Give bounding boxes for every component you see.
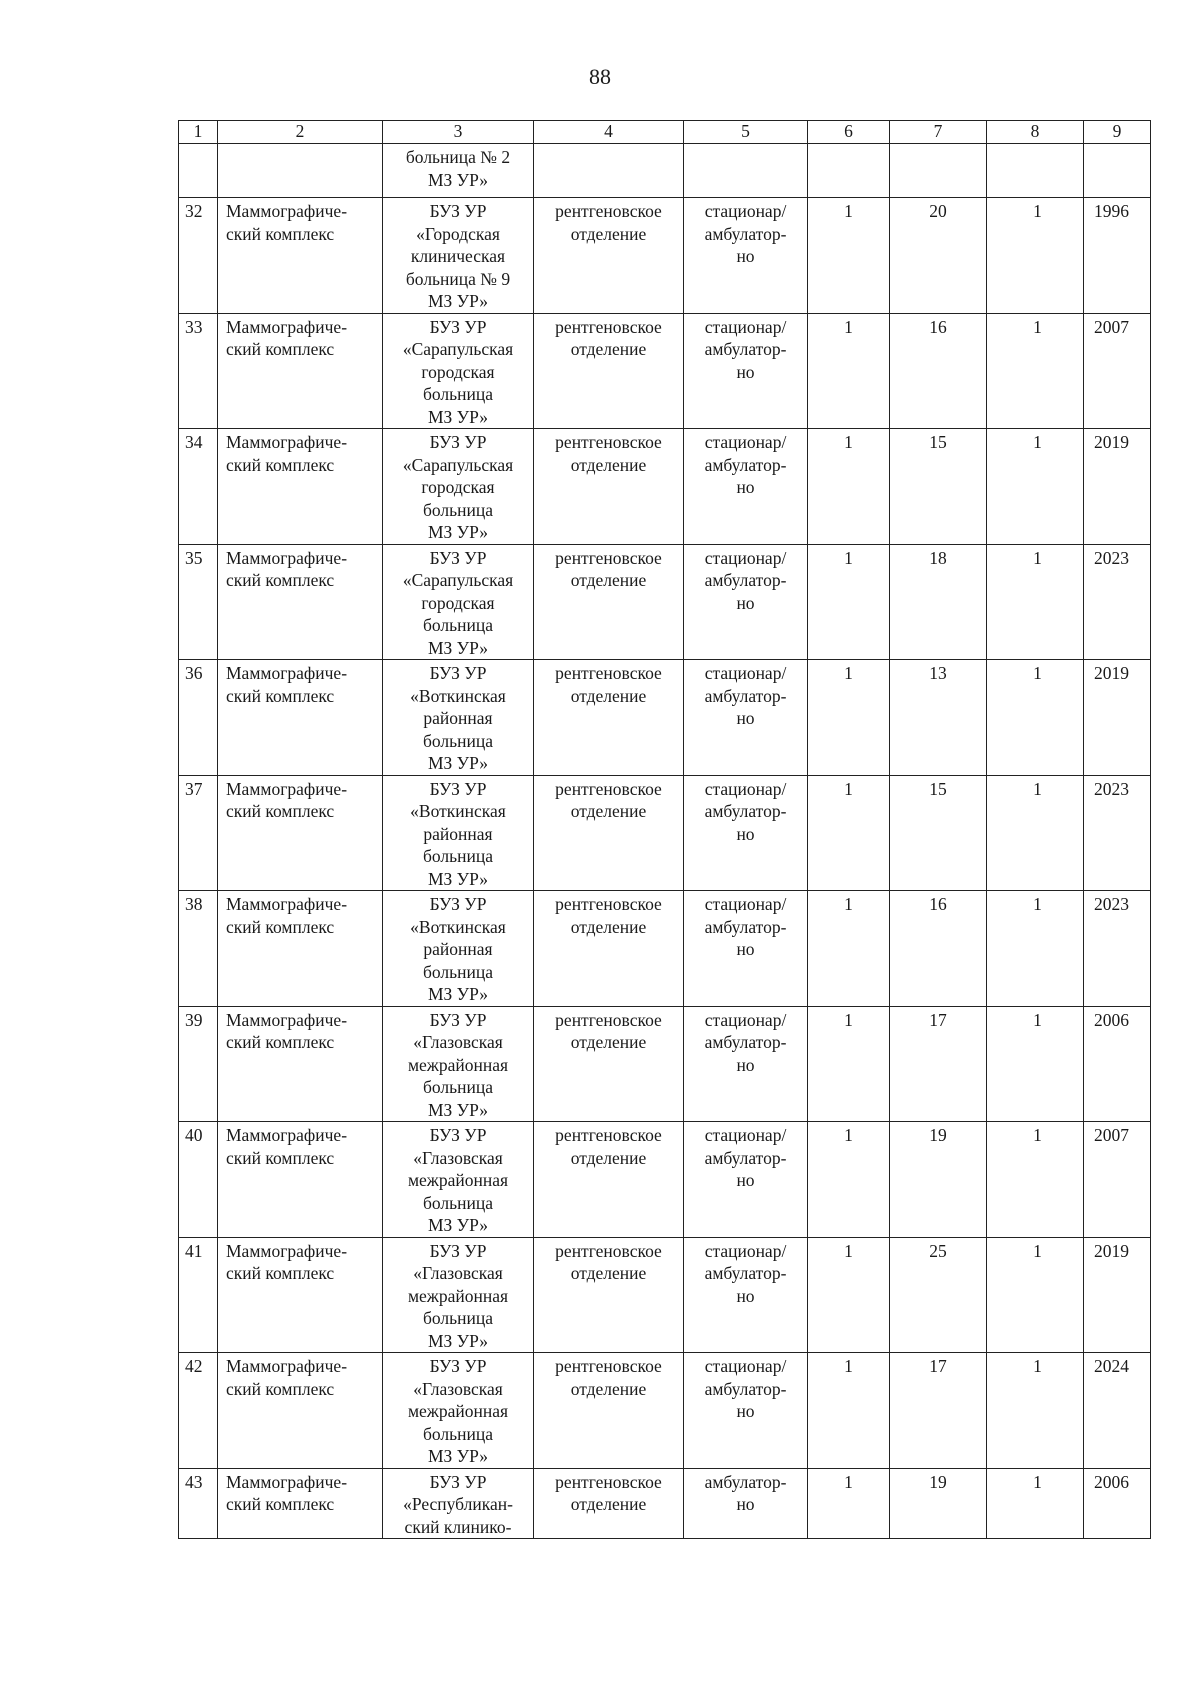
department-line: рентгеновское bbox=[555, 316, 662, 337]
service-mode-line: амбулатор- bbox=[704, 1471, 787, 1492]
column-6-cell: 1 bbox=[808, 1006, 890, 1122]
department-cell bbox=[534, 1468, 684, 1539]
column-9-cell: 1996 bbox=[1084, 198, 1151, 314]
organization-line: МЗ УР» bbox=[427, 984, 488, 1004]
service-mode-line: амбулатор- bbox=[704, 1378, 787, 1399]
department-cell bbox=[534, 198, 684, 314]
organization-cell bbox=[383, 429, 534, 545]
header-cell: 6 bbox=[808, 121, 890, 144]
equipment-name-line: ский комплекс bbox=[226, 570, 335, 590]
table-row bbox=[179, 429, 1151, 545]
column-9-cell: 2024 bbox=[1084, 1353, 1151, 1469]
equipment-name-line: Маммографиче- bbox=[226, 201, 348, 221]
organization-line: МЗ УР» bbox=[427, 169, 488, 190]
equipment-name-cell bbox=[218, 429, 383, 545]
column-6-cell: 1 bbox=[808, 775, 890, 891]
service-mode-line: стационар/ bbox=[704, 547, 787, 568]
column-8-cell: 1 bbox=[987, 775, 1084, 891]
service-mode-cell bbox=[684, 1353, 808, 1469]
department-cell bbox=[534, 1237, 684, 1353]
service-mode-line: но bbox=[736, 361, 755, 382]
service-mode-line: но bbox=[736, 1054, 755, 1075]
column-7-cell bbox=[890, 144, 987, 198]
table-header-row bbox=[179, 121, 1151, 144]
organization-line: МЗ УР» bbox=[427, 1446, 488, 1466]
table-row bbox=[179, 313, 1151, 429]
column-7-cell: 19 bbox=[890, 1468, 987, 1539]
column-9-cell: 2007 bbox=[1084, 313, 1151, 429]
column-9-cell: 2019 bbox=[1084, 429, 1151, 545]
organization-line: БУЗ УР bbox=[429, 894, 487, 914]
department-line: отделение bbox=[570, 1032, 647, 1052]
organization-line: БУЗ УР bbox=[429, 1471, 487, 1492]
service-mode-cell bbox=[684, 198, 808, 314]
service-mode-cell bbox=[684, 660, 808, 776]
column-8-cell bbox=[987, 144, 1084, 198]
service-mode-line: амбулатор- bbox=[704, 570, 787, 590]
organization-line: городская bbox=[421, 361, 495, 382]
service-mode-line: амбулатор- bbox=[704, 1147, 787, 1168]
column-6-cell: 1 bbox=[808, 1468, 890, 1539]
equipment-name-line: ский комплекс bbox=[226, 1378, 335, 1399]
column-7-cell: 17 bbox=[890, 1006, 987, 1122]
service-mode-cell bbox=[684, 1006, 808, 1122]
column-6-cell: 1 bbox=[808, 198, 890, 314]
organization-line: межрайонная bbox=[407, 1285, 509, 1306]
equipment-name-line: ский комплекс bbox=[226, 339, 335, 359]
department-line: отделение bbox=[570, 801, 647, 821]
service-mode-line: стационар/ bbox=[704, 1356, 787, 1376]
department-line: рентгеновское bbox=[555, 201, 662, 221]
equipment-name-cell bbox=[218, 1122, 383, 1238]
row-number-cell: 33 bbox=[179, 313, 218, 429]
organization-cell bbox=[383, 1468, 534, 1539]
organization-line: МЗ УР» bbox=[427, 1330, 488, 1351]
organization-line: БУЗ УР bbox=[429, 778, 487, 799]
organization-line: межрайонная bbox=[407, 1401, 509, 1421]
organization-line: «Сарапульская bbox=[402, 454, 514, 475]
row-number-cell: 35 bbox=[179, 544, 218, 660]
organization-cell bbox=[383, 891, 534, 1007]
organization-line: БУЗ УР bbox=[429, 547, 487, 568]
column-8-cell: 1 bbox=[987, 544, 1084, 660]
column-9-cell: 2006 bbox=[1084, 1006, 1151, 1122]
row-number-cell: 38 bbox=[179, 891, 218, 1007]
service-mode-cell bbox=[684, 144, 808, 198]
organization-line: больница bbox=[423, 384, 493, 404]
column-8-cell: 1 bbox=[987, 1122, 1084, 1238]
organization-line: МЗ УР» bbox=[427, 868, 488, 889]
column-9-cell: 2006 bbox=[1084, 1468, 1151, 1539]
department-cell bbox=[534, 144, 684, 198]
organization-line: «Глазовская bbox=[413, 1032, 503, 1052]
service-mode-line: но bbox=[736, 823, 755, 844]
organization-line: МЗ УР» bbox=[427, 1215, 488, 1235]
organization-line: «Сарапульская bbox=[402, 570, 514, 590]
column-7-cell: 16 bbox=[890, 313, 987, 429]
column-6-cell: 1 bbox=[808, 544, 890, 660]
table-row bbox=[179, 1353, 1151, 1469]
table-row bbox=[179, 1122, 1151, 1238]
department-line: отделение bbox=[570, 1378, 647, 1399]
equipment-name-cell bbox=[218, 891, 383, 1007]
department-cell bbox=[534, 660, 684, 776]
organization-line: «Республикан- bbox=[403, 1494, 513, 1514]
equipment-name-line: Маммографиче- bbox=[226, 1009, 348, 1030]
department-line: отделение bbox=[570, 223, 647, 244]
department-line: рентгеновское bbox=[555, 778, 662, 799]
header-cell: 4 bbox=[534, 121, 684, 144]
row-number-cell bbox=[179, 144, 218, 198]
equipment-name-line: ский комплекс bbox=[226, 685, 335, 706]
equipment-name-line: Маммографиче- bbox=[226, 316, 348, 337]
department-cell bbox=[534, 429, 684, 545]
equipment-name-cell bbox=[218, 660, 383, 776]
service-mode-line: стационар/ bbox=[704, 663, 787, 683]
service-mode-line: амбулатор- bbox=[704, 339, 787, 359]
organization-line: больница bbox=[423, 1077, 493, 1097]
organization-line: районная bbox=[423, 708, 493, 728]
equipment-name-line: Маммографиче- bbox=[226, 1356, 348, 1376]
organization-line: МЗ УР» bbox=[427, 291, 488, 311]
service-mode-line: но bbox=[736, 246, 755, 266]
service-mode-line: но bbox=[736, 592, 755, 613]
organization-line: МЗ УР» bbox=[427, 1099, 488, 1120]
column-8-cell: 1 bbox=[987, 1237, 1084, 1353]
equipment-name-line: Маммографиче- bbox=[226, 1240, 348, 1261]
service-mode-cell bbox=[684, 429, 808, 545]
organization-line: БУЗ УР bbox=[429, 1009, 487, 1030]
organization-line: больница bbox=[423, 961, 493, 982]
column-9-cell: 2019 bbox=[1084, 660, 1151, 776]
row-number-cell: 37 bbox=[179, 775, 218, 891]
organization-cell bbox=[383, 544, 534, 660]
service-mode-line: но bbox=[736, 939, 755, 959]
organization-line: больница bbox=[423, 615, 493, 635]
department-line: рентгеновское bbox=[555, 1471, 662, 1492]
column-8-cell: 1 bbox=[987, 1006, 1084, 1122]
column-6-cell: 1 bbox=[808, 660, 890, 776]
service-mode-line: амбулатор- bbox=[704, 685, 787, 706]
organization-line: БУЗ УР bbox=[429, 201, 487, 221]
organization-line: клиническая bbox=[410, 246, 506, 266]
equipment-name-line: ский комплекс bbox=[226, 801, 335, 821]
department-cell bbox=[534, 544, 684, 660]
department-line: отделение bbox=[570, 339, 647, 359]
organization-line: МЗ УР» bbox=[427, 637, 488, 658]
organization-line: больница bbox=[423, 730, 493, 751]
equipment-name-line: ский комплекс bbox=[226, 916, 335, 937]
equipment-name-line: ский комплекс bbox=[226, 1494, 335, 1514]
column-7-cell: 25 bbox=[890, 1237, 987, 1353]
equipment-name-line: ский комплекс bbox=[226, 1147, 335, 1168]
table-row bbox=[179, 544, 1151, 660]
equipment-name-cell bbox=[218, 1468, 383, 1539]
header-cell: 7 bbox=[890, 121, 987, 144]
organization-line: ский клинико- bbox=[404, 1516, 512, 1537]
table-row bbox=[179, 891, 1151, 1007]
organization-line: городская bbox=[421, 592, 495, 613]
equipment-name-cell bbox=[218, 144, 383, 198]
equipment-name-line: Маммографиче- bbox=[226, 432, 348, 452]
department-cell bbox=[534, 313, 684, 429]
organization-line: МЗ УР» bbox=[427, 406, 488, 427]
service-mode-line: амбулатор- bbox=[704, 1263, 787, 1283]
department-cell bbox=[534, 775, 684, 891]
row-number-cell: 39 bbox=[179, 1006, 218, 1122]
column-7-cell: 20 bbox=[890, 198, 987, 314]
organization-line: больница bbox=[423, 1192, 493, 1213]
header-cell: 2 bbox=[218, 121, 383, 144]
department-line: рентгеновское bbox=[555, 432, 662, 452]
column-8-cell: 1 bbox=[987, 891, 1084, 1007]
organization-line: «Глазовская bbox=[413, 1378, 503, 1399]
page-number: 88 bbox=[589, 64, 611, 89]
equipment-name-line: ский комплекс bbox=[226, 1263, 335, 1283]
service-mode-cell bbox=[684, 775, 808, 891]
column-8-cell: 1 bbox=[987, 198, 1084, 314]
equipment-name-line: Маммографиче- bbox=[226, 663, 348, 683]
department-line: рентгеновское bbox=[555, 663, 662, 683]
column-6-cell: 1 bbox=[808, 891, 890, 1007]
equipment-name-cell bbox=[218, 313, 383, 429]
department-cell bbox=[534, 1353, 684, 1469]
service-mode-line: стационар/ bbox=[704, 432, 787, 452]
department-line: отделение bbox=[570, 570, 647, 590]
department-line: рентгеновское bbox=[555, 1009, 662, 1030]
row-number-cell: 43 bbox=[179, 1468, 218, 1539]
row-number-cell: 32 bbox=[179, 198, 218, 314]
service-mode-cell bbox=[684, 1468, 808, 1539]
organization-line: БУЗ УР bbox=[429, 432, 487, 452]
column-8-cell: 1 bbox=[987, 1468, 1084, 1539]
organization-line: больница № 2 bbox=[405, 147, 511, 167]
equipment-name-line: ский комплекс bbox=[226, 1032, 335, 1052]
column-6-cell: 1 bbox=[808, 1353, 890, 1469]
service-mode-line: амбулатор- bbox=[704, 916, 787, 937]
organization-cell bbox=[383, 1122, 534, 1238]
department-line: отделение bbox=[570, 1263, 647, 1283]
column-9-cell bbox=[1084, 144, 1151, 198]
organization-line: БУЗ УР bbox=[429, 1125, 487, 1145]
column-7-cell: 13 bbox=[890, 660, 987, 776]
service-mode-line: стационар/ bbox=[704, 778, 787, 799]
equipment-name-line: ский комплекс bbox=[226, 454, 335, 475]
organization-line: БУЗ УР bbox=[429, 663, 487, 683]
service-mode-cell bbox=[684, 313, 808, 429]
equipment-name-cell bbox=[218, 198, 383, 314]
column-6-cell bbox=[808, 144, 890, 198]
department-line: отделение bbox=[570, 1494, 647, 1514]
organization-line: больница bbox=[423, 499, 493, 520]
organization-line: больница bbox=[423, 1423, 493, 1444]
row-number-cell: 40 bbox=[179, 1122, 218, 1238]
service-mode-line: стационар/ bbox=[704, 1240, 787, 1261]
service-mode-line: но bbox=[736, 477, 755, 497]
header-cell: 5 bbox=[684, 121, 808, 144]
header-cell: 8 bbox=[987, 121, 1084, 144]
department-line: отделение bbox=[570, 454, 647, 475]
organization-line: МЗ УР» bbox=[427, 753, 488, 773]
column-7-cell: 15 bbox=[890, 429, 987, 545]
column-7-cell: 17 bbox=[890, 1353, 987, 1469]
department-line: рентгеновское bbox=[555, 1240, 662, 1261]
organization-cell bbox=[383, 1237, 534, 1353]
service-mode-line: стационар/ bbox=[704, 1009, 787, 1030]
department-line: рентгеновское bbox=[555, 1356, 662, 1376]
department-line: отделение bbox=[570, 685, 647, 706]
column-8-cell: 1 bbox=[987, 1353, 1084, 1469]
row-number-cell: 34 bbox=[179, 429, 218, 545]
column-6-cell: 1 bbox=[808, 1237, 890, 1353]
row-number-cell: 41 bbox=[179, 1237, 218, 1353]
organization-line: районная bbox=[423, 939, 493, 959]
organization-line: районная bbox=[423, 823, 493, 844]
organization-line: «Городская bbox=[416, 223, 500, 244]
service-mode-line: амбулатор- bbox=[704, 223, 787, 244]
equipment-name-line: Маммографиче- bbox=[226, 547, 348, 568]
equipment-name-cell bbox=[218, 775, 383, 891]
organization-cell bbox=[383, 1353, 534, 1469]
column-7-cell: 18 bbox=[890, 544, 987, 660]
service-mode-line: амбулатор- bbox=[704, 454, 787, 475]
equipment-name-cell bbox=[218, 1237, 383, 1353]
organization-line: БУЗ УР bbox=[429, 1356, 487, 1376]
department-cell bbox=[534, 1006, 684, 1122]
organization-line: «Глазовская bbox=[413, 1147, 503, 1168]
organization-line: больница bbox=[423, 1308, 493, 1328]
organization-cell bbox=[383, 144, 534, 198]
organization-cell bbox=[383, 775, 534, 891]
organization-line: МЗ УР» bbox=[427, 522, 488, 542]
table-row bbox=[179, 1468, 1151, 1539]
organization-line: БУЗ УР bbox=[429, 316, 487, 337]
table-row bbox=[179, 660, 1151, 776]
organization-cell bbox=[383, 313, 534, 429]
column-8-cell: 1 bbox=[987, 313, 1084, 429]
department-line: отделение bbox=[570, 916, 647, 937]
column-6-cell: 1 bbox=[808, 313, 890, 429]
organization-line: межрайонная bbox=[407, 1170, 509, 1190]
organization-line: «Глазовская bbox=[413, 1263, 503, 1283]
column-9-cell: 2023 bbox=[1084, 775, 1151, 891]
organization-line: «Сарапульская bbox=[402, 339, 514, 359]
organization-line: БУЗ УР bbox=[429, 1240, 487, 1261]
organization-cell bbox=[383, 1006, 534, 1122]
row-number-cell: 42 bbox=[179, 1353, 218, 1469]
header-cell: 3 bbox=[383, 121, 534, 144]
service-mode-line: но bbox=[736, 1285, 755, 1306]
organization-line: межрайонная bbox=[407, 1054, 509, 1075]
organization-line: больница bbox=[423, 846, 493, 866]
organization-line: больница № 9 bbox=[405, 268, 511, 289]
table-row bbox=[179, 198, 1151, 314]
department-cell bbox=[534, 1122, 684, 1238]
organization-line: «Воткинская bbox=[410, 685, 506, 706]
department-line: рентгеновское bbox=[555, 1125, 662, 1145]
table-row bbox=[179, 1237, 1151, 1353]
column-8-cell: 1 bbox=[987, 660, 1084, 776]
equipment-name-line: Маммографиче- bbox=[226, 1471, 348, 1492]
organization-line: «Воткинская bbox=[410, 916, 506, 937]
equipment-name-cell bbox=[218, 544, 383, 660]
row-number-cell: 36 bbox=[179, 660, 218, 776]
table-row bbox=[179, 1006, 1151, 1122]
table-row bbox=[179, 775, 1151, 891]
service-mode-cell bbox=[684, 1237, 808, 1353]
equipment-name-cell bbox=[218, 1353, 383, 1469]
service-mode-line: стационар/ bbox=[704, 1125, 787, 1145]
organization-cell bbox=[383, 660, 534, 776]
service-mode-line: стационар/ bbox=[704, 894, 787, 914]
column-6-cell: 1 bbox=[808, 429, 890, 545]
organization-line: городская bbox=[421, 477, 495, 497]
service-mode-line: стационар/ bbox=[704, 201, 787, 221]
equipment-name-line: Маммографиче- bbox=[226, 894, 348, 914]
column-6-cell: 1 bbox=[808, 1122, 890, 1238]
column-9-cell: 2007 bbox=[1084, 1122, 1151, 1238]
service-mode-line: стационар/ bbox=[704, 316, 787, 337]
header-cell: 9 bbox=[1084, 121, 1151, 144]
department-line: рентгеновское bbox=[555, 547, 662, 568]
column-7-cell: 16 bbox=[890, 891, 987, 1007]
service-mode-line: амбулатор- bbox=[704, 801, 787, 821]
column-7-cell: 19 bbox=[890, 1122, 987, 1238]
service-mode-line: но bbox=[736, 1170, 755, 1190]
equipment-name-line: Маммографиче- bbox=[226, 1125, 348, 1145]
column-9-cell: 2023 bbox=[1084, 891, 1151, 1007]
service-mode-cell bbox=[684, 891, 808, 1007]
column-9-cell: 2019 bbox=[1084, 1237, 1151, 1353]
service-mode-cell bbox=[684, 1122, 808, 1238]
header-cell: 1 bbox=[179, 121, 218, 144]
organization-cell bbox=[383, 198, 534, 314]
service-mode-line: но bbox=[736, 708, 755, 728]
column-7-cell: 15 bbox=[890, 775, 987, 891]
equipment-table bbox=[178, 120, 1151, 1539]
department-line: рентгеновское bbox=[555, 894, 662, 914]
equipment-name-cell bbox=[218, 1006, 383, 1122]
department-cell bbox=[534, 891, 684, 1007]
organization-line: «Воткинская bbox=[410, 801, 506, 821]
equipment-name-line: ский комплекс bbox=[226, 223, 335, 244]
column-8-cell: 1 bbox=[987, 429, 1084, 545]
service-mode-line: но bbox=[736, 1494, 755, 1514]
service-mode-cell bbox=[684, 544, 808, 660]
continuation-row bbox=[179, 144, 1151, 198]
equipment-name-line: Маммографиче- bbox=[226, 778, 348, 799]
department-line: отделение bbox=[570, 1147, 647, 1168]
service-mode-line: но bbox=[736, 1401, 755, 1421]
service-mode-line: амбулатор- bbox=[704, 1032, 787, 1052]
column-9-cell: 2023 bbox=[1084, 544, 1151, 660]
